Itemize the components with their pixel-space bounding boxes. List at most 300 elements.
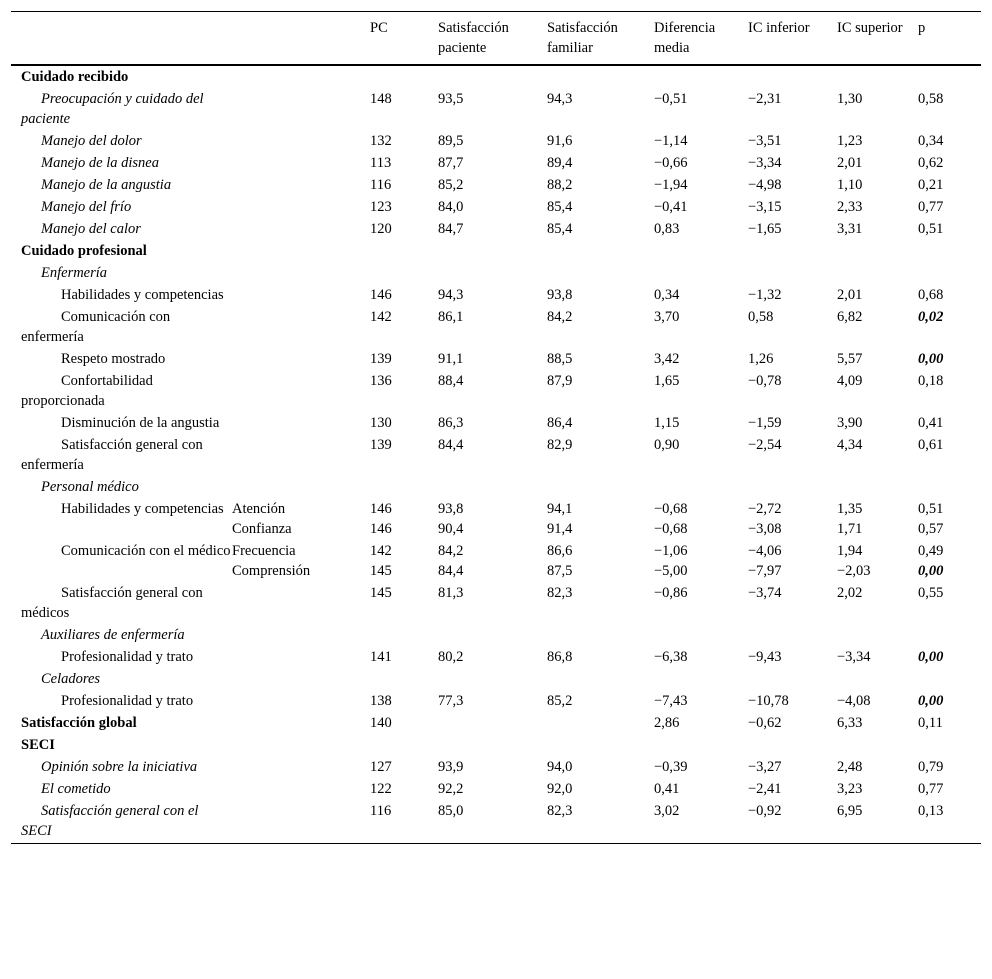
cell-ic-inferior: [748, 800, 837, 844]
cell-pc-text: 136: [370, 373, 392, 389]
cell-ic-inferior: [748, 370, 837, 412]
sub-label: [232, 412, 370, 434]
cell-ic-inferior-text: −3,74: [748, 585, 782, 601]
cell-sat-familiar: [547, 412, 654, 434]
row-label: Habilidades y competencias: [61, 501, 224, 517]
cell-sat-paciente-text: 84,7: [438, 221, 464, 237]
cell-p: [918, 540, 981, 582]
cell-ic-superior-text: 1,10: [837, 177, 863, 193]
cell-diferencia-media: [654, 152, 748, 174]
cell-diferencia-media: [654, 800, 748, 844]
cell-sat-familiar: [547, 476, 654, 498]
table-row: [11, 690, 981, 712]
cell-pc: [370, 668, 438, 690]
cell-p-text: 0,00: [918, 649, 944, 665]
sub-label: [232, 800, 370, 844]
cell-sat-paciente: [438, 800, 547, 844]
cell-pc-text: 141: [370, 649, 392, 665]
cell-pc: [370, 174, 438, 196]
cell-p: [918, 646, 981, 668]
cell-sat-familiar: [547, 498, 654, 540]
cell-sat-familiar: [547, 196, 654, 218]
cell-p: [918, 196, 981, 218]
cell-p-text: 0,62: [918, 155, 944, 171]
cell-diferencia-media-text: 3,02: [654, 803, 680, 819]
row-label: Cuidado recibido: [21, 69, 129, 85]
row-label: Habilidades y competencias: [61, 287, 224, 303]
cell-sat-paciente-text: 93,8 90,4: [438, 501, 464, 537]
cell-sat-familiar-text: 86,8: [547, 649, 573, 665]
cell-ic-inferior: [748, 712, 837, 734]
cell-pc-text: 123: [370, 199, 392, 215]
cell-p-text: 0,77: [918, 199, 944, 215]
sub-label: [232, 196, 370, 218]
cell-diferencia-media: [654, 498, 748, 540]
cell-sat-paciente-text: 84,0: [438, 199, 464, 215]
row-label: Profesionalidad y trato: [61, 693, 194, 709]
cell-ic-superior: [837, 498, 918, 540]
cell-p-text: 0,55: [918, 585, 944, 601]
header-sat-paciente: Satisfacción paciente: [438, 12, 547, 66]
cell-ic-superior-text: 3,90: [837, 415, 863, 431]
cell-sat-familiar: [547, 624, 654, 646]
sub-label: [232, 174, 370, 196]
row-label: Opinión sobre la iniciativa: [41, 759, 198, 775]
cell-diferencia-media: [654, 306, 748, 348]
cell-ic-inferior-text: 1,26: [748, 351, 774, 367]
cell-pc-text: 120: [370, 221, 392, 237]
table-row: [11, 240, 981, 262]
cell-sat-familiar-text: 82,9: [547, 437, 573, 453]
cell-p: [918, 412, 981, 434]
cell-p: [918, 152, 981, 174]
cell-diferencia-media: [654, 668, 748, 690]
table-row: [11, 756, 981, 778]
table-row: [11, 734, 981, 756]
sub-label-text: Frecuencia Comprensión: [232, 543, 311, 579]
cell-p: [918, 174, 981, 196]
cell-pc: [370, 734, 438, 756]
sub-label: [232, 348, 370, 370]
cell-sat-paciente: [438, 130, 547, 152]
cell-p: [918, 800, 981, 844]
cell-ic-inferior: [748, 262, 837, 284]
sub-label-text: Atención Confianza: [232, 501, 292, 537]
cell-pc-text: 139: [370, 437, 392, 453]
cell-sat-familiar: [547, 712, 654, 734]
sub-label: [232, 434, 370, 476]
table-row: [11, 476, 981, 498]
table-body: [11, 65, 981, 844]
cell-ic-inferior: [748, 624, 837, 646]
cell-diferencia-media: [654, 690, 748, 712]
cell-ic-inferior-text: −4,98: [748, 177, 782, 193]
cell-diferencia-media-text: 0,90: [654, 437, 680, 453]
cell-sat-paciente: [438, 284, 547, 306]
table-row: [11, 65, 981, 88]
cell-ic-superior: [837, 152, 918, 174]
cell-sat-paciente: [438, 540, 547, 582]
cell-ic-superior: [837, 284, 918, 306]
cell-diferencia-media: [654, 240, 748, 262]
cell-sat-familiar-text: 86,4: [547, 415, 573, 431]
cell-p-text: 0,58: [918, 91, 944, 107]
cell-pc: [370, 348, 438, 370]
cell-ic-superior-text: 6,95: [837, 803, 863, 819]
cell-ic-superior: [837, 370, 918, 412]
cell-pc: [370, 540, 438, 582]
cell-sat-familiar: [547, 284, 654, 306]
cell-ic-inferior: [748, 348, 837, 370]
cell-sat-paciente: [438, 240, 547, 262]
cell-ic-inferior: [748, 196, 837, 218]
cell-sat-familiar: [547, 174, 654, 196]
cell-sat-paciente: [438, 498, 547, 540]
cell-sat-familiar: [547, 240, 654, 262]
sub-label: [232, 262, 370, 284]
cell-sat-paciente: [438, 65, 547, 88]
cell-pc: [370, 778, 438, 800]
cell-diferencia-media-text: −0,39: [654, 759, 688, 775]
cell-sat-paciente: [438, 174, 547, 196]
cell-ic-inferior-text: −3,27: [748, 759, 782, 775]
cell-diferencia-media: [654, 130, 748, 152]
cell-diferencia-media-text: −0,41: [654, 199, 688, 215]
cell-p-text: 0,11: [918, 715, 943, 731]
cell-p: [918, 778, 981, 800]
cell-sat-familiar-text: 85,4: [547, 221, 573, 237]
cell-pc: [370, 800, 438, 844]
cell-ic-superior-text: 4,34: [837, 437, 863, 453]
cell-diferencia-media-text: −7,43: [654, 693, 688, 709]
table-row: [11, 646, 981, 668]
cell-sat-familiar-text: 94,3: [547, 91, 573, 107]
cell-sat-paciente-text: 93,5: [438, 91, 464, 107]
cell-sat-familiar-text: 92,0: [547, 781, 573, 797]
cell-diferencia-media-text: −0,66: [654, 155, 688, 171]
cell-sat-paciente: [438, 306, 547, 348]
cell-ic-superior: [837, 476, 918, 498]
cell-diferencia-media-text: 2,86: [654, 715, 680, 731]
table-row: [11, 412, 981, 434]
cell-pc: [370, 756, 438, 778]
cell-p: [918, 756, 981, 778]
cell-sat-familiar-text: 94,0: [547, 759, 573, 775]
table-row: [11, 284, 981, 306]
cell-ic-inferior: [748, 88, 837, 130]
header-sub: [232, 12, 370, 66]
cell-diferencia-media: [654, 756, 748, 778]
cell-diferencia-media-text: −6,38: [654, 649, 688, 665]
cell-diferencia-media-text: −0,68 −0,68: [654, 501, 688, 537]
header-ic-superior: IC superior: [837, 12, 918, 66]
cell-ic-inferior-text: −1,65: [748, 221, 782, 237]
cell-ic-inferior-text: −2,54: [748, 437, 782, 453]
cell-p: [918, 476, 981, 498]
header-label: [11, 12, 232, 66]
cell-p-text: 0,51: [918, 221, 944, 237]
cell-p: [918, 262, 981, 284]
cell-sat-paciente: [438, 262, 547, 284]
cell-sat-paciente: [438, 196, 547, 218]
cell-ic-inferior: [748, 152, 837, 174]
cell-p-text: 0,77: [918, 781, 944, 797]
cell-sat-familiar: [547, 800, 654, 844]
cell-ic-inferior-text: −0,62: [748, 715, 782, 731]
cell-ic-superior-text: 1,30: [837, 91, 863, 107]
cell-diferencia-media: [654, 348, 748, 370]
cell-diferencia-media-text: −1,14: [654, 133, 688, 149]
cell-ic-superior: [837, 734, 918, 756]
cell-ic-superior-text: 1,35 1,71: [837, 501, 863, 537]
table-row: [11, 624, 981, 646]
cell-ic-inferior-text: −1,59: [748, 415, 782, 431]
cell-pc: [370, 434, 438, 476]
cell-ic-superior: [837, 218, 918, 240]
cell-p: [918, 712, 981, 734]
cell-ic-superior: [837, 668, 918, 690]
cell-diferencia-media-text: 1,15: [654, 415, 680, 431]
cell-sat-familiar: [547, 218, 654, 240]
cell-p-text: 0,51 0,57: [918, 501, 944, 537]
cell-pc-text: 142 145: [370, 543, 392, 579]
row-label: Manejo del dolor: [41, 133, 142, 149]
cell-sat-paciente: [438, 712, 547, 734]
cell-p: [918, 306, 981, 348]
cell-ic-inferior-text: −3,34: [748, 155, 782, 171]
cell-p: [918, 624, 981, 646]
cell-sat-paciente-text: 84,4: [438, 437, 464, 453]
cell-diferencia-media: [654, 582, 748, 624]
cell-ic-superior: [837, 262, 918, 284]
cell-diferencia-media-text: 3,42: [654, 351, 680, 367]
cell-sat-paciente: [438, 778, 547, 800]
cell-diferencia-media: [654, 778, 748, 800]
cell-ic-superior: [837, 756, 918, 778]
cell-ic-superior-text: −4,08: [837, 693, 871, 709]
cell-p: [918, 582, 981, 624]
cell-ic-superior-text: 1,94 −2,03: [837, 543, 871, 579]
cell-sat-paciente-text: 94,3: [438, 287, 464, 303]
cell-diferencia-media-text: 1,65: [654, 373, 680, 389]
cell-sat-paciente-text: 92,2: [438, 781, 464, 797]
cell-sat-familiar: [547, 778, 654, 800]
sub-label: [232, 498, 370, 540]
cell-diferencia-media: [654, 734, 748, 756]
row-label: Satisfacción global: [21, 715, 137, 731]
cell-diferencia-media: [654, 412, 748, 434]
cell-pc-text: 127: [370, 759, 392, 775]
sub-label: [232, 306, 370, 348]
cell-ic-superior-text: 2,48: [837, 759, 863, 775]
cell-sat-paciente-text: 81,3: [438, 585, 464, 601]
cell-ic-superior: [837, 690, 918, 712]
cell-ic-superior-text: 6,82: [837, 309, 863, 325]
cell-sat-paciente-text: 89,5: [438, 133, 464, 149]
cell-sat-paciente-text: 85,2: [438, 177, 464, 193]
cell-pc-text: 142: [370, 309, 392, 325]
cell-diferencia-media-text: −1,06 −5,00: [654, 543, 688, 579]
cell-ic-superior: [837, 800, 918, 844]
cell-diferencia-media-text: 3,70: [654, 309, 680, 325]
cell-diferencia-media: [654, 624, 748, 646]
table-row: [11, 152, 981, 174]
table-row: [11, 130, 981, 152]
cell-p: [918, 734, 981, 756]
cell-sat-paciente-text: 77,3: [438, 693, 464, 709]
cell-ic-inferior: [748, 434, 837, 476]
cell-ic-superior-text: 2,01: [837, 287, 863, 303]
cell-ic-superior-text: 5,57: [837, 351, 863, 367]
sub-label: [232, 540, 370, 582]
cell-ic-inferior: [748, 476, 837, 498]
cell-sat-paciente-text: 86,3: [438, 415, 464, 431]
cell-p: [918, 88, 981, 130]
header-row: [11, 12, 981, 66]
cell-ic-inferior: [748, 646, 837, 668]
row-label: Personal médico: [41, 479, 139, 495]
cell-sat-paciente-text: 91,1: [438, 351, 464, 367]
row-label: Manejo del calor: [41, 221, 141, 237]
cell-sat-familiar-text: 94,1 91,4: [547, 501, 573, 537]
cell-ic-inferior-text: −2,41: [748, 781, 782, 797]
table-row: [11, 262, 981, 284]
sub-label: [232, 646, 370, 668]
satisfaction-table: [11, 11, 981, 844]
sub-label: [232, 582, 370, 624]
cell-ic-inferior: [748, 778, 837, 800]
cell-pc-text: 130: [370, 415, 392, 431]
cell-pc-text: 146 146: [370, 501, 392, 537]
cell-sat-paciente-text: 93,9: [438, 759, 464, 775]
cell-pc: [370, 646, 438, 668]
cell-sat-paciente: [438, 582, 547, 624]
row-label: Celadores: [41, 671, 101, 687]
cell-p: [918, 668, 981, 690]
cell-ic-superior-text: 4,09: [837, 373, 863, 389]
table-row: [11, 668, 981, 690]
cell-p-text: 0,02: [918, 309, 944, 325]
cell-pc: [370, 712, 438, 734]
cell-ic-inferior: [748, 540, 837, 582]
cell-pc: [370, 65, 438, 88]
cell-sat-paciente-text: 88,4: [438, 373, 464, 389]
cell-ic-superior: [837, 646, 918, 668]
cell-pc-text: 140: [370, 715, 392, 731]
cell-diferencia-media-text: −0,51: [654, 91, 688, 107]
sub-label: [232, 734, 370, 756]
cell-diferencia-media: [654, 476, 748, 498]
cell-ic-inferior: [748, 582, 837, 624]
cell-p: [918, 348, 981, 370]
sub-label: [232, 284, 370, 306]
cell-ic-inferior-text: −4,06 −7,97: [748, 543, 782, 579]
cell-sat-familiar: [547, 306, 654, 348]
cell-p-text: 0,21: [918, 177, 944, 193]
row-label: Preocupación y cuidado del paciente: [21, 91, 204, 127]
cell-sat-familiar-text: 85,4: [547, 199, 573, 215]
cell-p: [918, 218, 981, 240]
cell-ic-inferior: [748, 130, 837, 152]
sub-label: [232, 65, 370, 88]
cell-sat-paciente: [438, 476, 547, 498]
cell-sat-paciente: [438, 218, 547, 240]
cell-pc: [370, 152, 438, 174]
cell-ic-superior-text: 2,02: [837, 585, 863, 601]
row-label: Satisfacción general con enfermería: [21, 437, 203, 473]
cell-pc-text: 139: [370, 351, 392, 367]
cell-sat-paciente: [438, 624, 547, 646]
cell-ic-superior-text: 1,23: [837, 133, 863, 149]
table-row: [11, 174, 981, 196]
header-ic-inferior: IC inferior: [748, 12, 837, 66]
cell-ic-superior: [837, 624, 918, 646]
cell-sat-familiar: [547, 348, 654, 370]
cell-sat-familiar: [547, 690, 654, 712]
cell-sat-paciente-text: 87,7: [438, 155, 464, 171]
cell-p: [918, 240, 981, 262]
cell-ic-superior: [837, 712, 918, 734]
cell-p-text: 0,34: [918, 133, 944, 149]
cell-sat-paciente: [438, 370, 547, 412]
cell-ic-inferior-text: −2,72 −3,08: [748, 501, 782, 537]
cell-pc-text: 122: [370, 781, 392, 797]
table-row: [11, 800, 981, 844]
cell-p: [918, 498, 981, 540]
cell-p: [918, 65, 981, 88]
cell-pc: [370, 370, 438, 412]
cell-sat-familiar: [547, 734, 654, 756]
cell-p: [918, 130, 981, 152]
cell-sat-familiar: [547, 88, 654, 130]
cell-p: [918, 370, 981, 412]
cell-pc: [370, 498, 438, 540]
cell-sat-familiar: [547, 152, 654, 174]
cell-diferencia-media: [654, 284, 748, 306]
cell-sat-familiar-text: 88,2: [547, 177, 573, 193]
cell-ic-inferior: [748, 65, 837, 88]
cell-pc: [370, 476, 438, 498]
cell-ic-inferior-text: −1,32: [748, 287, 782, 303]
cell-sat-familiar-text: 85,2: [547, 693, 573, 709]
cell-sat-familiar: [547, 668, 654, 690]
cell-pc: [370, 218, 438, 240]
cell-ic-inferior: [748, 756, 837, 778]
cell-ic-superior: [837, 306, 918, 348]
cell-diferencia-media-text: 0,41: [654, 781, 680, 797]
cell-ic-superior-text: 2,01: [837, 155, 863, 171]
table-row: [11, 582, 981, 624]
cell-sat-familiar: [547, 434, 654, 476]
cell-pc: [370, 196, 438, 218]
cell-diferencia-media: [654, 646, 748, 668]
sub-label: [232, 690, 370, 712]
cell-ic-superior: [837, 174, 918, 196]
cell-diferencia-media: [654, 65, 748, 88]
sub-label: [232, 130, 370, 152]
cell-sat-familiar: [547, 540, 654, 582]
cell-sat-paciente-text: 80,2: [438, 649, 464, 665]
cell-ic-superior: [837, 240, 918, 262]
row-label: Manejo del frío: [41, 199, 132, 215]
cell-p: [918, 284, 981, 306]
sub-label: [232, 778, 370, 800]
cell-ic-inferior: [748, 306, 837, 348]
row-label: Cuidado profesional: [21, 243, 147, 259]
row-label: Manejo de la angustia: [41, 177, 172, 193]
cell-p-text: 0,61: [918, 437, 944, 453]
cell-sat-paciente: [438, 88, 547, 130]
